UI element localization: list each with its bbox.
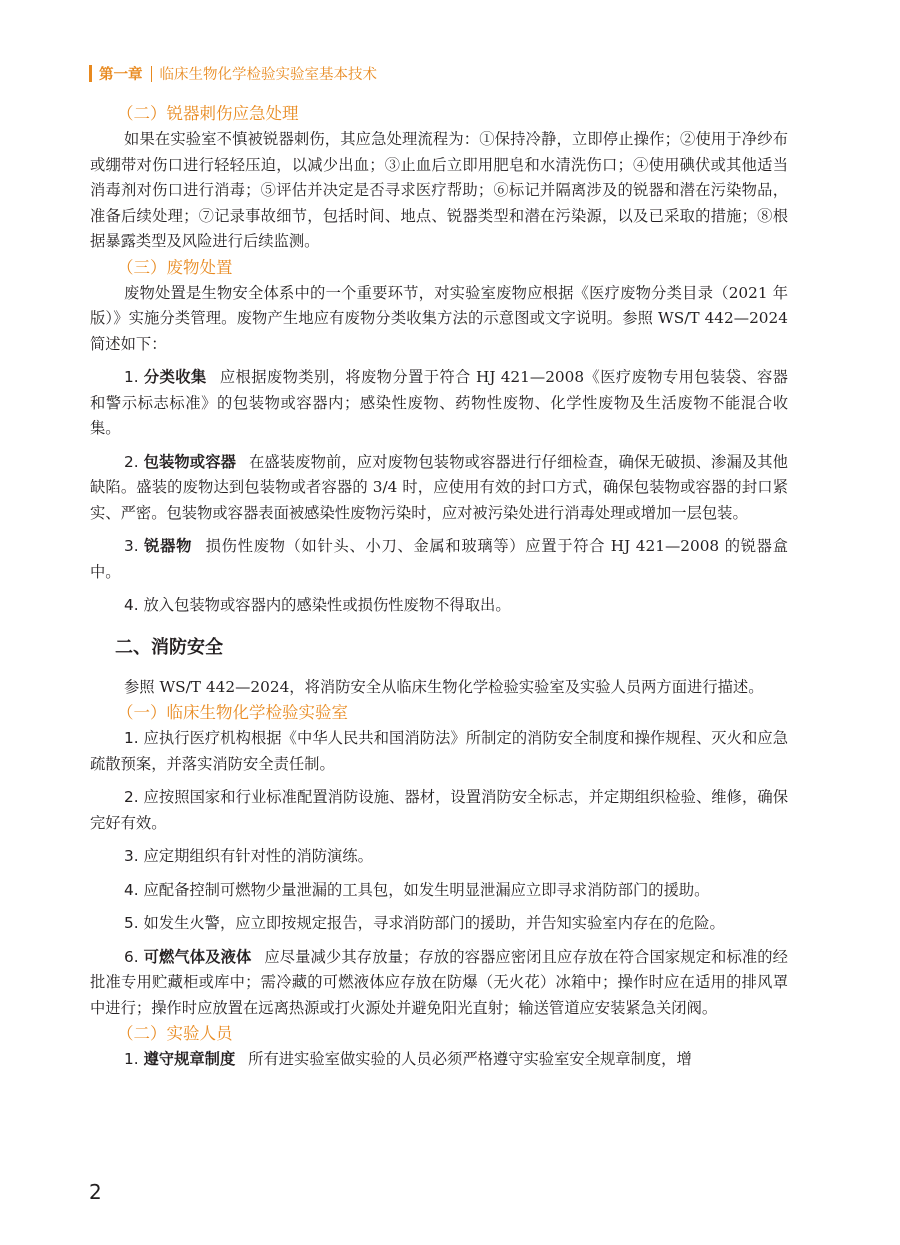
section-heading-lab: （一）临床生物化学检验实验室: [117, 703, 348, 722]
item-keyword: 锐器物: [144, 537, 193, 555]
section-heading-staff: （二）实验人员: [117, 1024, 233, 1043]
item-number: 1.: [124, 1050, 139, 1068]
list-item-lab-1: [90, 726, 788, 777]
item-number: 3.: [124, 537, 139, 555]
chapter-section-heading-fire: 二、消防安全: [115, 636, 223, 658]
item-text: 在盛装废物前，应对废物包装物或容器进行仔细检查，确保无破损、渗漏及其他缺陷。盛装的废物达到包装物或者容器的 3/4 时，应使用有效的封口方式，确保包装物或容器的封口紧实、严密。包装物或容器表面被感染性废物污染时，应对被污染处进行消毒处理或增加一层包装。: [90, 452, 788, 522]
item-text: 如发生火警，应立即按规定报告，寻求消防部门的援助，并告知实验室内存在的危险。: [143, 914, 725, 932]
item-keyword: 遵守规章制度: [143, 1050, 236, 1068]
item-text: 应定期组织有针对性的消防演练。: [143, 847, 373, 865]
item-text: 应配备控制可燃物少量泄漏的工具包，如发生明显泄漏应立即寻求消防部门的援助。: [143, 880, 710, 899]
list-item-waste-3: [90, 534, 788, 585]
item-text: 应执行医疗机构根据《中华人民共和国消防法》所制定的消防安全制度和操作规程、灭火和应急疏散预案，并落实消防安全责任制。: [90, 729, 788, 773]
item-keyword: 可燃气体及液体: [143, 947, 252, 966]
list-item-lab-6: [90, 945, 788, 1022]
item-number: 1.: [124, 729, 139, 747]
paragraph-fire-intro: 参照 WS/T 442—2024，将消防安全从临床生物化学检验实验室及实验人员两方面进行描述。: [124, 677, 764, 696]
item-text: 损伤性废物（如针头、小刀、金属和玻璃等）应置于符合 HJ 421—2008 的锐器盒中。: [90, 537, 788, 581]
item-number: 5.: [124, 914, 139, 932]
header-accent-bar: [89, 65, 92, 82]
list-item-waste-1: [90, 365, 788, 442]
page-body: [90, 101, 788, 1073]
item-number: 2.: [124, 788, 139, 806]
item-number: 2.: [124, 452, 139, 471]
item-text: 应按照国家和行业标准配置消防设施、器材，设置消防安全标志，并定期组织检验、维修，确保完好有效。: [90, 788, 788, 832]
item-number: 3.: [124, 847, 139, 865]
chapter-label: 第一章: [99, 67, 143, 83]
paragraph-sharps: 如果在实验室不慎被锐器刺伤，其应急处理流程为：①保持冷静，立即停止操作；②使用于净纱布或绷带对伤口进行轻轻压迫，以减少出血；③止血后立即用肥皂和水清洗伤口；④使用碘伏或其他适当消毒剂对伤口进行消毒；⑤评估并决定是否寻求医疗帮助；⑥标记并隔离涉及的锐器和潜在污染物品，准备后续处理；⑦记录事故细节，包括时间、地点、锐器类型和潜在污染源，以及已采取的措施；⑧根据暴露类型及风险进行后续监测。: [90, 130, 788, 250]
item-number: 4.: [124, 880, 139, 899]
paragraph-waste-intro: 废物处置是生物安全体系中的一个重要环节，对实验室废物应根据《医疗废物分类目录（2021 年版）》实施分类管理。废物产生地应有废物分类收集方法的示意图或文字说明。参照 WS/T 442—2024 简述如下：: [90, 283, 788, 353]
item-text: 应尽量减少其存放量；存放的容器应密闭且应存放在符合国家规定和标准的经批准专用贮藏柜或库中；需冷藏的可燃液体应存放在防爆（无火花）冰箱中；操作时应在适用的排风罩中进行；操作时应放置在远离热源或打火源处并避免阳光直射；输送管道应安装紧急关闭阀。: [90, 947, 788, 1017]
chapter-title: 临床生物化学检验实验室基本技术: [159, 67, 377, 83]
list-item-lab-3: [90, 844, 788, 870]
section-heading-sharps: （二）锐器刺伤应急处理: [117, 104, 299, 123]
item-keyword: 包装物或容器: [143, 452, 236, 471]
page-number: 2: [89, 1180, 102, 1204]
item-number: 1.: [124, 368, 139, 386]
list-item-staff-1: [90, 1047, 788, 1073]
list-item-waste-2: [90, 450, 788, 527]
list-item-lab-5: [90, 911, 788, 937]
item-number: 6.: [124, 947, 139, 966]
running-header: [89, 63, 377, 84]
list-item-lab-4: [90, 878, 788, 904]
list-item-waste-4: [90, 593, 788, 619]
list-item-lab-2: [90, 785, 788, 836]
item-text: 所有进实验室做实验的人员必须严格遵守实验室安全规章制度，增: [248, 1050, 692, 1068]
item-text: 放入包装物或容器内的感染性或损伤性废物不得取出。: [143, 596, 511, 614]
item-number: 4.: [124, 596, 139, 614]
section-heading-waste: （三）废物处置: [117, 257, 233, 277]
item-text: 应根据废物类别，将废物分置于符合 HJ 421—2008《医疗废物专用包装袋、容器和警示标志标准》的包装物或容器内；感染性废物、药物性废物、化学性废物及生活废物不能混合收集。: [90, 368, 788, 437]
header-divider: [151, 66, 152, 82]
item-keyword: 分类收集: [143, 368, 207, 386]
